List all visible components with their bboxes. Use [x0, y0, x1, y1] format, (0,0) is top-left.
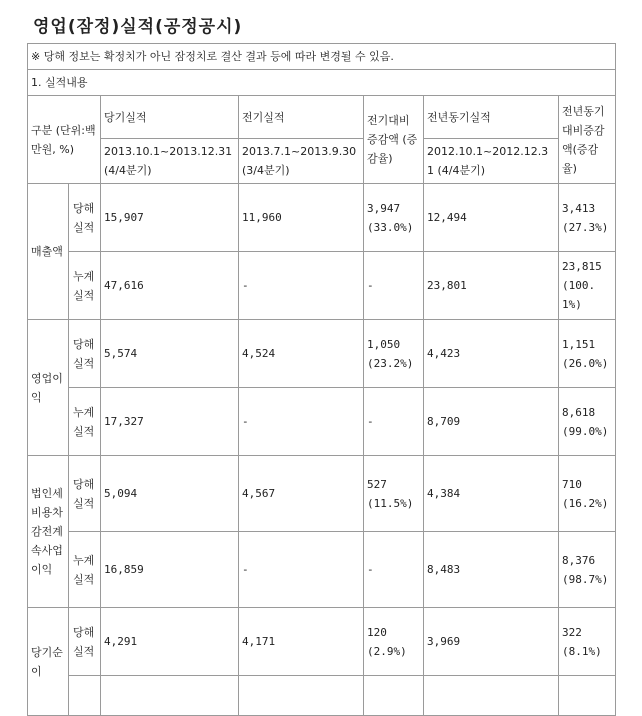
change-rate: (16.2%): [562, 496, 609, 510]
cell-value: 23,801: [424, 252, 559, 320]
cell-empty: [239, 676, 364, 716]
cell-value: -: [239, 532, 364, 608]
header-yoy-period: 전년동기실적: [424, 96, 559, 139]
change-amount: 8,376: [562, 553, 596, 567]
cell-empty: [424, 676, 559, 716]
cell-change: [364, 456, 424, 532]
table-row: [28, 252, 616, 320]
row-category: 영업이익: [28, 320, 69, 456]
earnings-table: [27, 43, 616, 716]
header-qoq-change: 전기대비 증감액 (증감율): [364, 96, 424, 184]
header-current-period: 당기실적: [101, 96, 239, 139]
change-amount: 3,947: [367, 201, 401, 215]
cell-change: [559, 456, 616, 532]
cell-change: [364, 184, 424, 252]
sub-label-cumulative: 누계실적: [69, 388, 101, 456]
header-yoy-change: 전년동기대비증감액(증감율): [559, 96, 616, 184]
cell-change: [559, 320, 616, 388]
sub-label-current: 당해실적: [69, 320, 101, 388]
table-row: [28, 388, 616, 456]
cell-value: 12,494: [424, 184, 559, 252]
change-amount: 1,151: [562, 337, 596, 351]
sub-label-cumulative: 누계실적: [69, 532, 101, 608]
cell-value: -: [239, 252, 364, 320]
change-rate: (98.7%): [562, 572, 609, 586]
change-amount: 710: [562, 477, 582, 491]
change-amount: 1,050: [367, 337, 401, 351]
cell-value: 4,567: [239, 456, 364, 532]
header-yoy-range: 2012.10.1~2012.12.31 (4/4분기): [424, 139, 559, 184]
change-rate: (11.5%): [367, 496, 414, 510]
change-amount: 23,815: [562, 260, 602, 273]
change-amount: 120: [367, 625, 387, 639]
cell-change: [559, 388, 616, 456]
cell-value: 5,574: [101, 320, 239, 388]
cell-empty: [101, 676, 239, 716]
cell-change: [559, 608, 616, 676]
cell-value: 4,291: [101, 608, 239, 676]
table-row: [28, 320, 616, 388]
change-rate: (99.0%): [562, 424, 609, 438]
change-rate: (8.1%): [562, 644, 602, 658]
change-rate: (2.9%): [367, 644, 407, 658]
header-current-range: 2013.10.1~2013.12.31 (4/4분기): [101, 139, 239, 184]
change-amount: 527: [367, 477, 387, 491]
cell-change: [364, 320, 424, 388]
cell-empty: [69, 676, 101, 716]
cell-value: 11,960: [239, 184, 364, 252]
sub-label-cumulative: 누계실적: [69, 252, 101, 320]
sub-label-current: 당해실적: [69, 608, 101, 676]
change-amount: 322: [562, 625, 582, 639]
cell-value: 47,616: [101, 252, 239, 320]
cell-value: 4,171: [239, 608, 364, 676]
header-unit: 구분 (단위:백만원, %): [28, 96, 101, 184]
row-category: 당기순이: [28, 608, 69, 716]
header-previous-range: 2013.7.1~2013.9.30 (3/4분기): [239, 139, 364, 184]
cell-value: 8,483: [424, 532, 559, 608]
cell-value: 3,969: [424, 608, 559, 676]
change-rate: (26.0%): [562, 356, 609, 370]
change-amount: 3,413: [562, 201, 596, 215]
table-row: [28, 676, 616, 716]
cell-value: 5,094: [101, 456, 239, 532]
cell-value: 4,423: [424, 320, 559, 388]
cell-change: [559, 532, 616, 608]
cell-value: 15,907: [101, 184, 239, 252]
row-category: 법인세비용차감전계속사업이익: [28, 456, 69, 608]
table-row: [28, 184, 616, 252]
cell-change: [364, 608, 424, 676]
cell-value: -: [239, 388, 364, 456]
cell-change: -: [364, 252, 424, 320]
change-rate: (23.2%): [367, 356, 414, 370]
cell-change: -: [364, 388, 424, 456]
sub-label-current: 당해실적: [69, 184, 101, 252]
notice-text: ※ 당해 정보는 확정치가 아닌 잠정치로 결산 결과 등에 따라 변경될 수 있음.: [28, 44, 616, 70]
table-row: [28, 532, 616, 608]
cell-empty: [364, 676, 424, 716]
change-rate: (100.1%): [562, 279, 596, 311]
change-amount: 8,618: [562, 405, 596, 419]
cell-value: 17,327: [101, 388, 239, 456]
header-previous-period: 전기실적: [239, 96, 364, 139]
sub-label-current: 당해실적: [69, 456, 101, 532]
cell-change: [559, 184, 616, 252]
cell-change: -: [364, 532, 424, 608]
section-label: 1. 실적내용: [28, 70, 616, 96]
table-row: [28, 456, 616, 532]
table-row: [28, 608, 616, 676]
change-rate: (27.3%): [562, 220, 609, 234]
cell-value: 4,524: [239, 320, 364, 388]
cell-empty: [559, 676, 616, 716]
cell-value: 8,709: [424, 388, 559, 456]
row-category: 매출액: [28, 184, 69, 320]
page-title: 영업(잠정)실적(공정공시): [33, 17, 243, 37]
change-rate: (33.0%): [367, 220, 414, 234]
cell-value: 16,859: [101, 532, 239, 608]
cell-change: [559, 252, 616, 320]
cell-value: 4,384: [424, 456, 559, 532]
